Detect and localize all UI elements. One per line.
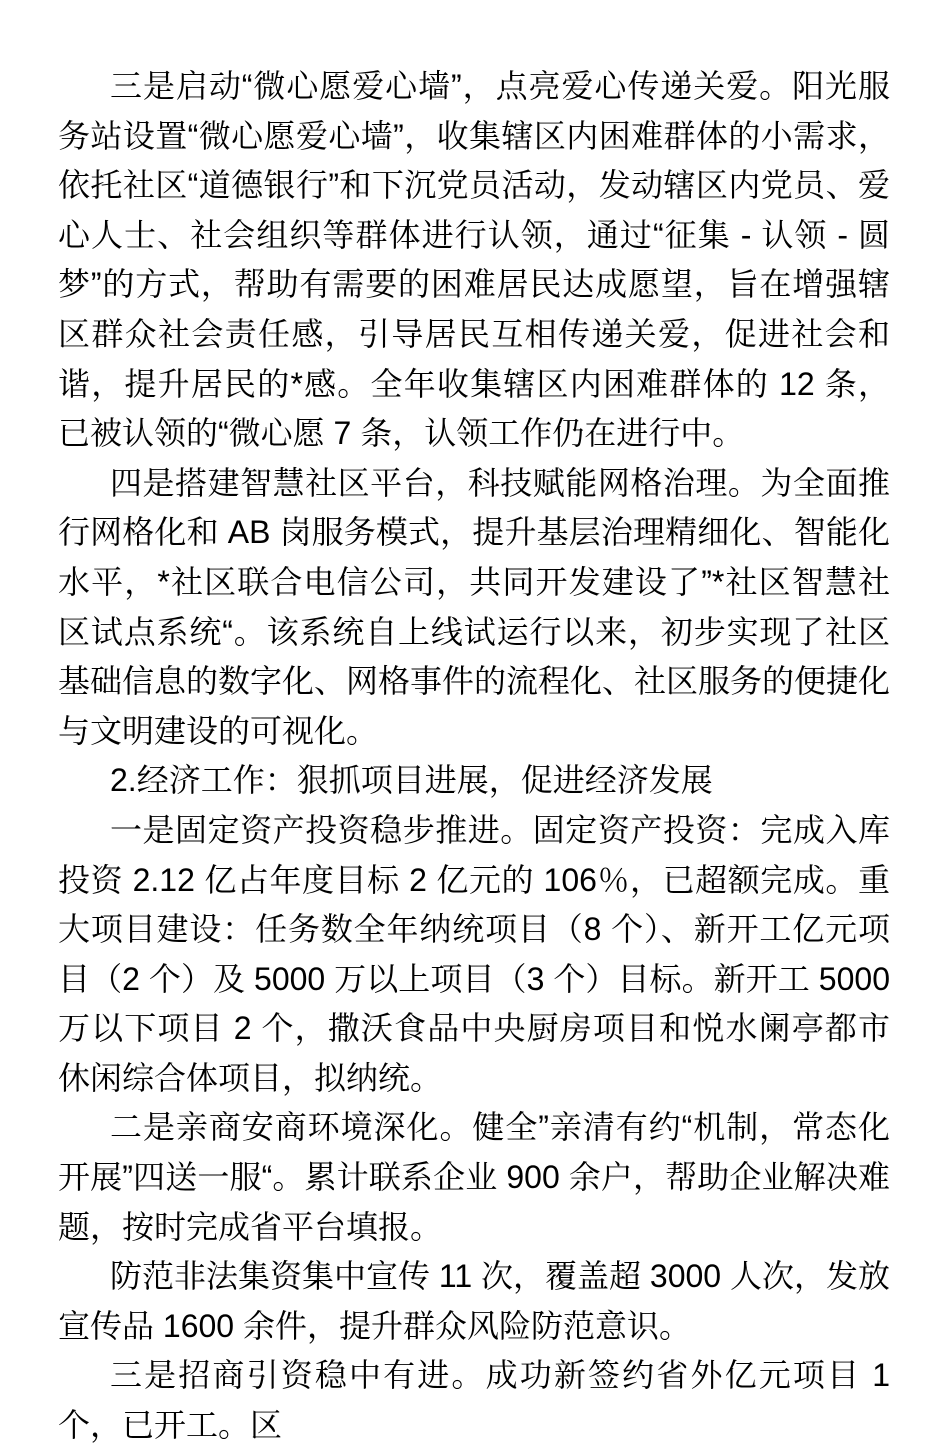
- para-fixed-asset-investment: 一是固定资产投资稳步推进。固定资产投资：完成入库投资 2.12 亿占年度目标 2 亿元的 106％，已超额完成。重大项目建设：任务数全年纳统项目（8 个）、新开工亿元项目（2 个）及 5000 万以上项目（3 个）目标。新开工 5000 万以下项目 2 个，撒沃食品中央厨房项目和悦水阑亭都市休闲综合体项目，拟纳统。: [58, 811, 890, 1096]
- para-smart-community-platform: 四是搭建智慧社区平台，科技赋能网格治理。为全面推行网格化和 AB 岗服务模式，提升基层治理精细化、智能化水平，*社区联合电信公司，共同开发建设了”*社区智慧社区试点系统“。该系统自上线试运行以来，初步实现了社区基础信息的数字化、网格事件的流程化、社区服务的便捷化与文明建设的可视化。: [58, 464, 891, 749]
- heading-economic-work: 2.经济工作：狠抓项目进展，促进经济发展: [110, 762, 713, 799]
- para-illegal-fundraising-prevention: 防范非法集资集中宣传 11 次，覆盖超 3000 人次，发放宣传品 1600 余件，提升群众风险防范意识。: [58, 1258, 890, 1344]
- para-investment-attraction: 三是招商引资稳中有进。成功新签约省外亿元项目 1 个，已开工。区: [58, 1357, 890, 1444]
- para-micro-wish-wall: 三是启动“微心愿爱心墙”，点亮爱心传递关爱。阳光服务站设置“微心愿爱心墙”，收集辖区内困难群体的小需求，依托社区“道德银行”和下沉党员活动，发动辖区内党员、爱心人士、社会组织等群体进行认领，通过“征集 - 认领 - 圆梦”的方式，帮助有需要的困难居民达成愿望，旨在增强辖区群众社会责任感，引导居民互相传递关爱，促进社会和谐，提升居民的*感。全年收集辖区内困难群体的 12 条，已被认领的“微心愿 7 条，认领工作仍在进行中。: [58, 68, 890, 452]
- document-body: [58, 62, 890, 1451]
- para-business-friendly-environment: 二是亲商安商环境深化。健全”亲清有约“机制，常态化开展”四送一服“。累计联系企业 900 余户，帮助企业解决难题，按时完成省平台填报。: [58, 1109, 890, 1245]
